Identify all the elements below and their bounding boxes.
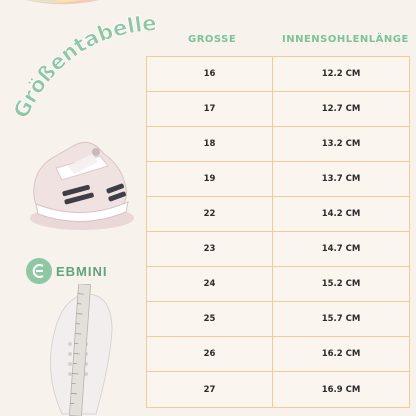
size-cell: 19 (147, 162, 273, 196)
size-cell: 24 (147, 267, 273, 301)
title-text: Größentabelle (8, 11, 158, 122)
insole-measure-image (40, 284, 120, 416)
table-row (147, 232, 409, 267)
table-row (147, 372, 409, 407)
insole-length-cell: 14.2 CM (321, 209, 361, 219)
size-cell: 16 (147, 57, 273, 91)
size-cell: 27 (147, 372, 273, 407)
table-row (147, 162, 409, 197)
insole-length-cell: 13.2 CM (321, 139, 361, 149)
table-row (147, 197, 409, 232)
table-row (147, 267, 409, 302)
insole-length-cell: 12.7 CM (321, 104, 361, 114)
insole-length-cell: 16.9 CM (321, 384, 361, 395)
table-row (147, 302, 409, 337)
size-cell: 22 (147, 197, 273, 231)
size-cell: 17 (147, 92, 273, 126)
brand-e-icon (26, 258, 52, 284)
table-row (147, 337, 409, 372)
insole-length-cell: 15.2 CM (321, 279, 361, 289)
column-header-size: GROSSE (188, 34, 237, 45)
brand-name: EBMINI (56, 263, 108, 279)
shoe-image (22, 126, 142, 236)
table-row (147, 127, 409, 162)
table-row (147, 57, 409, 92)
size-cell: 23 (147, 232, 273, 266)
insole-length-cell: 13.7 CM (321, 174, 361, 184)
size-cell: 26 (147, 337, 273, 371)
size-cell: 18 (147, 127, 273, 161)
size-table (146, 56, 410, 408)
svg-text:Größentabelle (9, 11, 157, 122)
table-row (147, 92, 409, 127)
insole-length-cell: 15.7 CM (321, 314, 361, 324)
size-cell: 25 (147, 302, 273, 336)
insole-length-cell: 14.7 CM (321, 244, 361, 254)
brand-logo-group (26, 258, 108, 284)
column-header-insole-length: INNENSOHLENLÄNGE (282, 34, 409, 45)
insole-length-cell: 12.2 CM (321, 69, 361, 79)
insole-length-cell: 16.2 CM (321, 349, 361, 359)
